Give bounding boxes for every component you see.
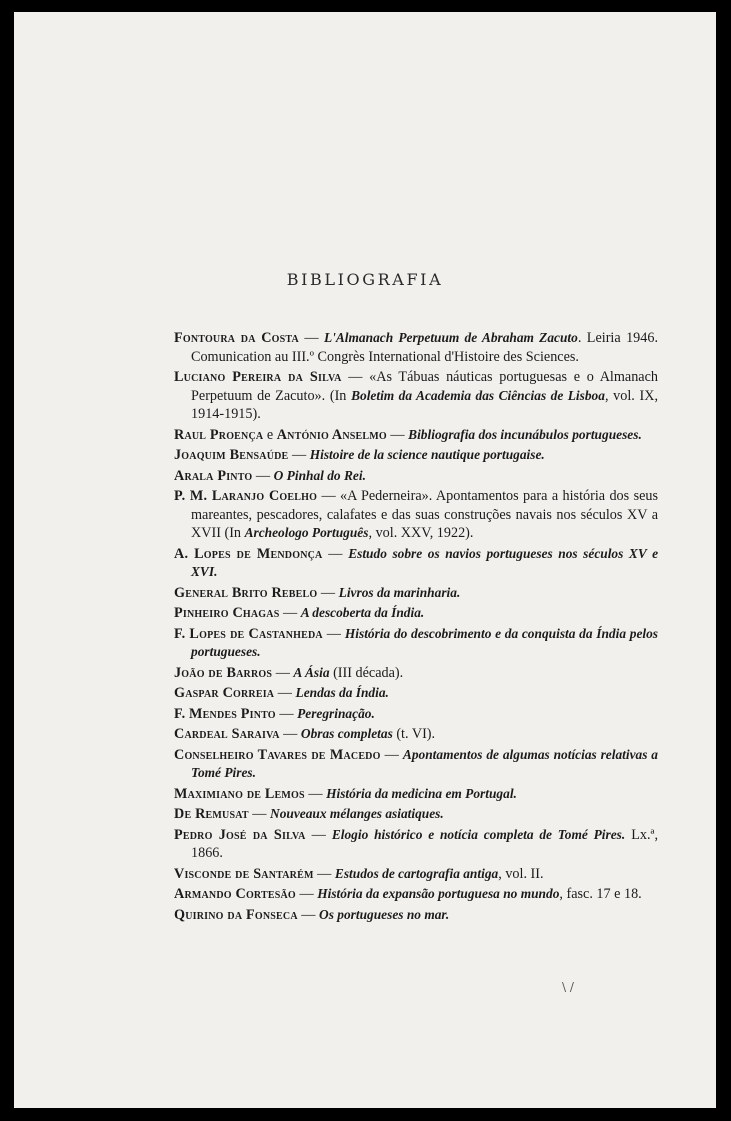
list-item: Cardeal Saraiva — Obras completas (t. VI). [174,726,436,742]
list-item: Raul Proença e António Anselmo — Bibliografia dos incunábulos portugueses. [174,426,642,443]
list-item: Pedro José da Silva — Elogio histórico e notícia completa de Tomé Pires. Lx.ª, 1866. [174,826,659,861]
list-item: De Remusat — Nouveaux mélanges asiatiques. [174,806,444,822]
list-item: General Brito Rebelo — Livros da marinharia. [174,584,461,601]
list-item: F. Mendes Pinto — Peregrinação. [174,705,375,722]
list-item: Armando Cortesão — História da expansão portuguesa no mundo, fasc. 17 e 18. [174,886,642,902]
list-item: F. Lopes de Castanheda — História do descobrimento e da conquista da Índia pelos portugueses. [174,625,659,659]
list-item: Maximiano de Lemos — História da medicina em Portugal. [174,785,517,802]
list-item: Luciano Pereira da Silva — «As Tábuas náuticas portuguesas e o Almanach Perpetuum de Zacuto». (In Boletim da Academia das Ciências de Lisboa, vol. IX, 1914-1915). [174,369,658,422]
list-item: Quirino da Fonseca — Os portugueses no mar. [174,906,450,923]
list-item: Conselheiro Tavares de Macedo — Apontamentos de algumas notícias relativas a Tomé Pires. [174,746,658,780]
list-item: Visconde de Santarém — Estudos de cartografia antiga, vol. II. [174,865,544,882]
bibliography-list [174,329,658,926]
list-item: Joaquim Bensaúde — Histoire de la science nautique portugaise. [174,447,545,463]
list-item: Fontoura da Costa — L'Almanach Perpetuum de Abraham Zacuto. Leiria 1946. Comunication au III.º Congrès International d'Histoire des Sciences. [174,330,658,365]
list-item: A. Lopes de Mendonça — Estudo sobre os navios portugueses nos séculos XV e XVI. [174,545,659,579]
list-item: Gaspar Correia — Lendas da Índia. [174,685,389,701]
list-item: João de Barros — A Ásia (III década). [174,664,404,681]
list-item: Pinheiro Chagas — A descoberta da Índia. [174,605,425,621]
book-page [14,12,716,1108]
page-title: BIBLIOGRAFIA [286,270,444,289]
page-mark: \ / [562,980,574,994]
list-item: Arala Pinto — O Pinhal do Rei. [174,467,366,484]
list-item: P. M. Laranjo Coelho — «A Pederneira». Apontamentos para a história dos seus mareantes, pescadores, calafates e das suas construções navais nos séculos XV a XVII (In Archeologo Português, vol. XXV, 1922). [174,488,658,541]
